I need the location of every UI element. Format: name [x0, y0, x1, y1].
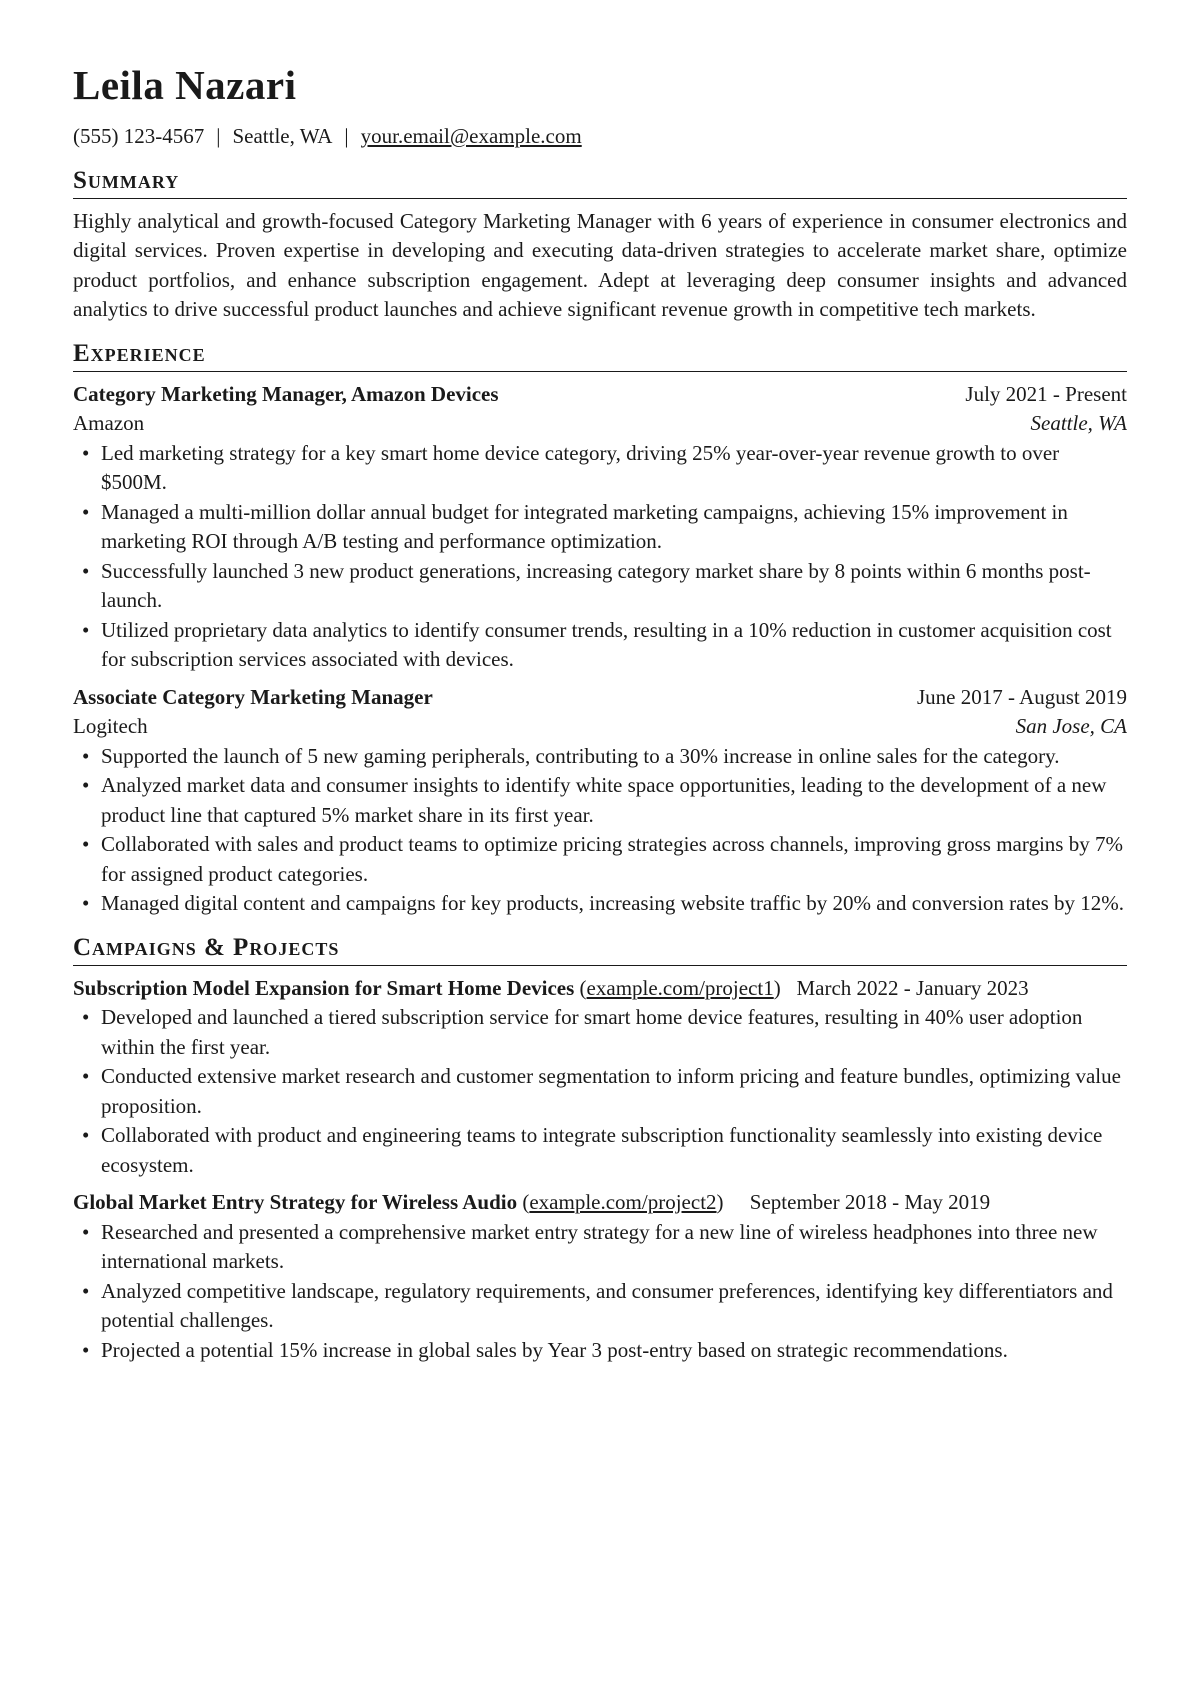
- job-entry: [73, 683, 1127, 919]
- bullet-item: • Conducted extensive market research and customer segmentation to inform pricing and feature bundles, optimizing value proposition.: [73, 1062, 1127, 1121]
- project-name: Subscription Model Expansion for Smart Home Devices: [73, 975, 575, 1000]
- job-bullets: [73, 742, 1127, 919]
- resume-content: [73, 62, 1127, 1379]
- job-dates: July 2021 - Present: [965, 381, 1127, 406]
- bullet-item: • Analyzed competitive landscape, regulatory requirements, and consumer preferences, identifying key differentiators and potential challenges.: [73, 1277, 1127, 1336]
- location: Seattle, WA: [232, 124, 333, 148]
- project-entry: [73, 974, 1127, 1181]
- bullet-item: • Collaborated with product and engineering teams to integrate subscription functionality seamlessly into existing device ecosystem.: [73, 1121, 1127, 1180]
- bullet-item: • Collaborated with sales and product teams to optimize pricing strategies across channels, improving gross margins by 7% for assigned product categories.: [73, 830, 1127, 889]
- project-link[interactable]: example.com/project2: [529, 1190, 717, 1214]
- project-header: Subscription Model Expansion for Smart Home Devices (example.com/project1) March 2022 - January 2023: [73, 975, 1029, 1000]
- bullet-item: • Successfully launched 3 new product generations, increasing category market share by 8 points within 6 months post-launch.: [73, 557, 1127, 616]
- project-header: Global Market Entry Strategy for Wireless Audio (example.com/project2) September 2018 - May 2019: [73, 1190, 991, 1214]
- separator: |: [216, 124, 221, 148]
- bullet-item: • Utilized proprietary data analytics to identify consumer trends, resulting in a 10% reduction in customer acquisition cost for subscription services associated with devices.: [73, 616, 1127, 675]
- job-title: Category Marketing Manager, Amazon Devices: [73, 381, 499, 406]
- bullet-item: • Researched and presented a comprehensive market entry strategy for a new line of wireless headphones into three new international markets.: [73, 1218, 1127, 1277]
- bullet-item: • Led marketing strategy for a key smart home device category, driving 25% year-over-year revenue growth to over $500M.: [73, 439, 1127, 498]
- job-title: Associate Category Marketing Manager: [73, 684, 433, 709]
- section-title-summary: Summary: [73, 166, 1127, 199]
- email-link[interactable]: your.email@example.com: [360, 124, 582, 148]
- bullet-item: • Projected a potential 15% increase in global sales by Year 3 post-entry based on strategic recommendations.: [73, 1336, 1127, 1366]
- bullet-item: • Managed a multi-million dollar annual budget for integrated marketing campaigns, achieving 15% improvement in marketing ROI through A/B testing and performance optimization.: [73, 498, 1127, 557]
- job-location: Seattle, WA: [1030, 411, 1127, 435]
- separator: |: [344, 124, 349, 148]
- project-link[interactable]: example.com/project1: [586, 975, 774, 1000]
- project-bullets: [73, 1218, 1127, 1366]
- job-dates: June 2017 - August 2019: [917, 684, 1127, 709]
- job-bullets: [73, 439, 1127, 675]
- job-location: San Jose, CA: [1015, 714, 1127, 738]
- bullet-item: • Supported the launch of 5 new gaming peripherals, contributing to a 30% increase in online sales for the category.: [73, 742, 1127, 772]
- section-title-experience: Experience: [73, 339, 1127, 372]
- bullet-item: • Analyzed market data and consumer insights to identify white space opportunities, leading to the development of a new product line that captured 5% market share in its first year.: [73, 771, 1127, 830]
- experience-section: [73, 339, 1127, 919]
- company-name: Amazon: [73, 411, 145, 435]
- project-bullets: [73, 1003, 1127, 1180]
- phone-number: (555) 123-4567: [73, 124, 205, 148]
- project-entry: [73, 1188, 1127, 1365]
- bullet-item: • Developed and launched a tiered subscription service for smart home device features, resulting in 40% user adoption within the first year.: [73, 1003, 1127, 1062]
- candidate-name: Leila Nazari: [73, 62, 297, 108]
- bullet-item: • Managed digital content and campaigns for key products, increasing website traffic by 20% and conversion rates by 12%.: [73, 889, 1127, 919]
- summary-text: Highly analytical and growth-focused Category Marketing Manager with 6 years of experience in consumer electronics and digital services. Proven expertise in developing and executing data-driven strategies to accelerate market share, optimize product portfolios, and enhance subscription engagement. Adept at leveraging deep consumer insights and advanced analytics to drive successful product launches and achieve significant revenue growth in competitive tech markets.: [73, 208, 1127, 321]
- job-entry: [73, 380, 1127, 675]
- project-dates: September 2018 - May 2019: [749, 1190, 991, 1214]
- projects-section: [73, 933, 1127, 1366]
- summary-section: [73, 166, 1127, 325]
- company-name: Logitech: [73, 714, 148, 738]
- section-title-projects: Campaigns & Projects: [73, 933, 1127, 966]
- contact-line: [73, 122, 1127, 152]
- project-name: Global Market Entry Strategy for Wireless Audio: [73, 1190, 518, 1214]
- project-dates: March 2022 - January 2023: [796, 975, 1029, 1000]
